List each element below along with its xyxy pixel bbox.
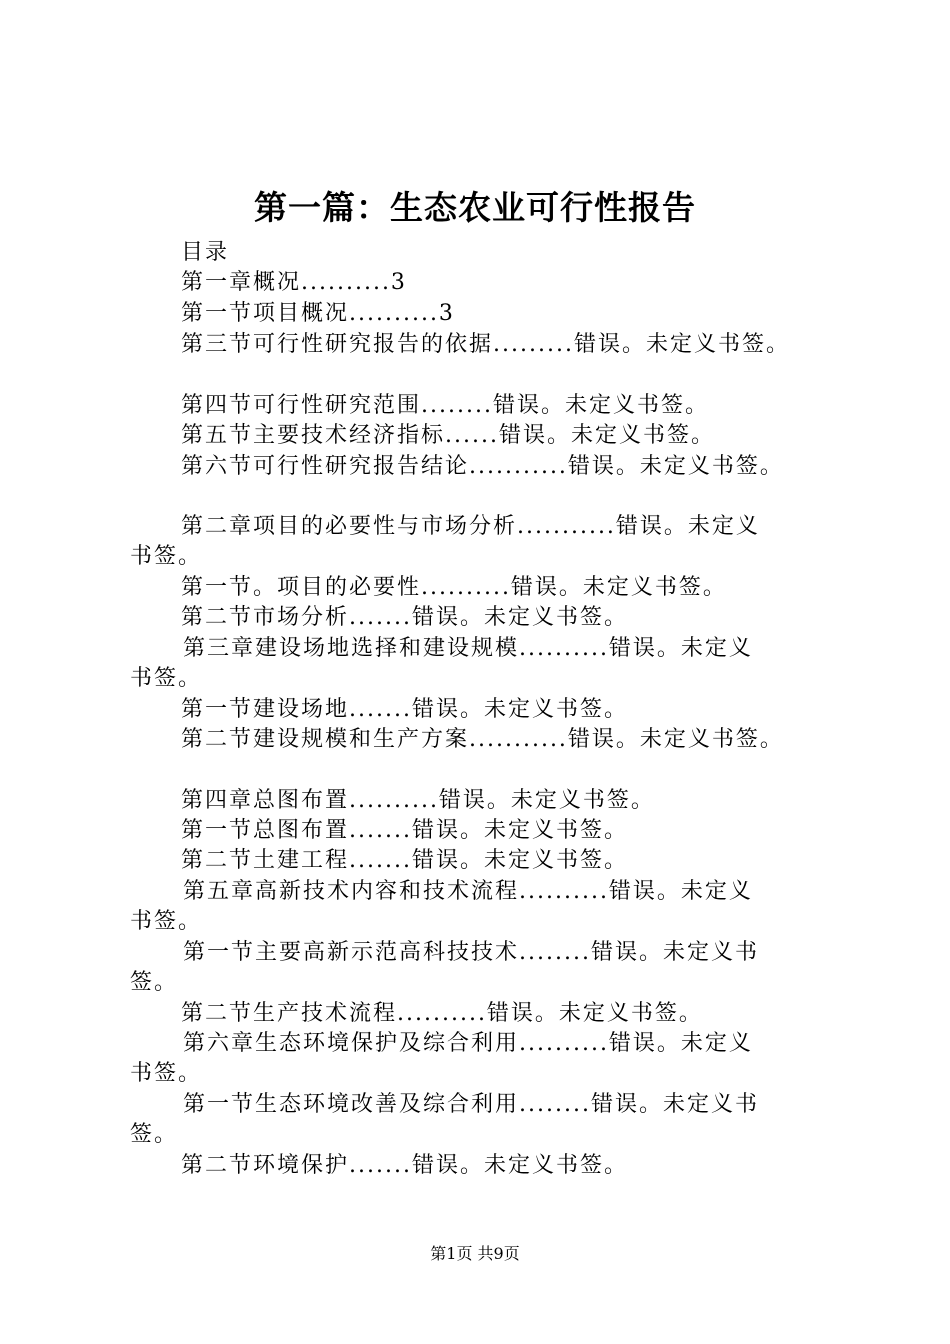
toc-line: 第一节建设场地.......错误。未定义书签。: [181, 697, 628, 722]
toc-line: 第三章建设场地选择和建设规模..........错误。未定义: [183, 636, 753, 661]
toc-line: 第一节生态环境改善及综合利用........错误。未定义书: [183, 1092, 759, 1117]
toc-heading: 目录: [181, 240, 230, 265]
toc-line: 第二节土建工程.......错误。未定义书签。: [181, 848, 628, 873]
toc-line: 第一节主要高新示范高科技技术........错误。未定义书: [183, 940, 759, 965]
toc-line: 第六章生态环境保护及综合利用..........错误。未定义: [183, 1031, 753, 1056]
toc-line-wrap: 书签。: [130, 1061, 203, 1086]
toc-line: 第五章高新技术内容和技术流程..........错误。未定义: [183, 879, 753, 904]
toc-line: 第二节环境保护.......错误。未定义书签。: [181, 1153, 628, 1178]
toc-line: 第二章项目的必要性与市场分析...........错误。未定义: [181, 514, 760, 539]
toc-line-wrap: 书签。: [130, 909, 203, 934]
toc-line: 第一节项目概况..........3: [181, 301, 455, 326]
toc-line-wrap: 书签。: [130, 544, 203, 569]
toc-line: 第二节市场分析.......错误。未定义书签。: [181, 605, 628, 630]
toc-line: 第二节生产技术流程..........错误。未定义书签。: [181, 1001, 703, 1026]
toc-line: 第四节可行性研究范围........错误。未定义书签。: [181, 393, 709, 418]
toc-line: 第一节。项目的必要性..........错误。未定义书签。: [181, 575, 727, 600]
toc-line: 第一节总图布置.......错误。未定义书签。: [181, 818, 628, 843]
toc-line: 第五节主要技术经济指标......错误。未定义书签。: [181, 423, 715, 448]
toc-line-wrap: 书签。: [130, 666, 203, 691]
document-title: 第一篇：生态农业可行性报告: [254, 188, 696, 227]
toc-line: 第三节可行性研究报告的依据.........错误。未定义书签。: [181, 332, 790, 357]
toc-line-wrap: 签。: [130, 1122, 179, 1147]
toc-line-wrap: 签。: [130, 970, 179, 995]
toc-line: 第一章概况..........3: [181, 270, 407, 295]
toc-line: 第二节建设规模和生产方案...........错误。未定义书签。: [181, 727, 784, 752]
toc-line: 第四章总图布置..........错误。未定义书签。: [181, 788, 655, 813]
toc-line: 第六节可行性研究报告结论...........错误。未定义书签。: [181, 454, 784, 479]
page-footer: 第1页 共9页: [430, 1244, 520, 1263]
